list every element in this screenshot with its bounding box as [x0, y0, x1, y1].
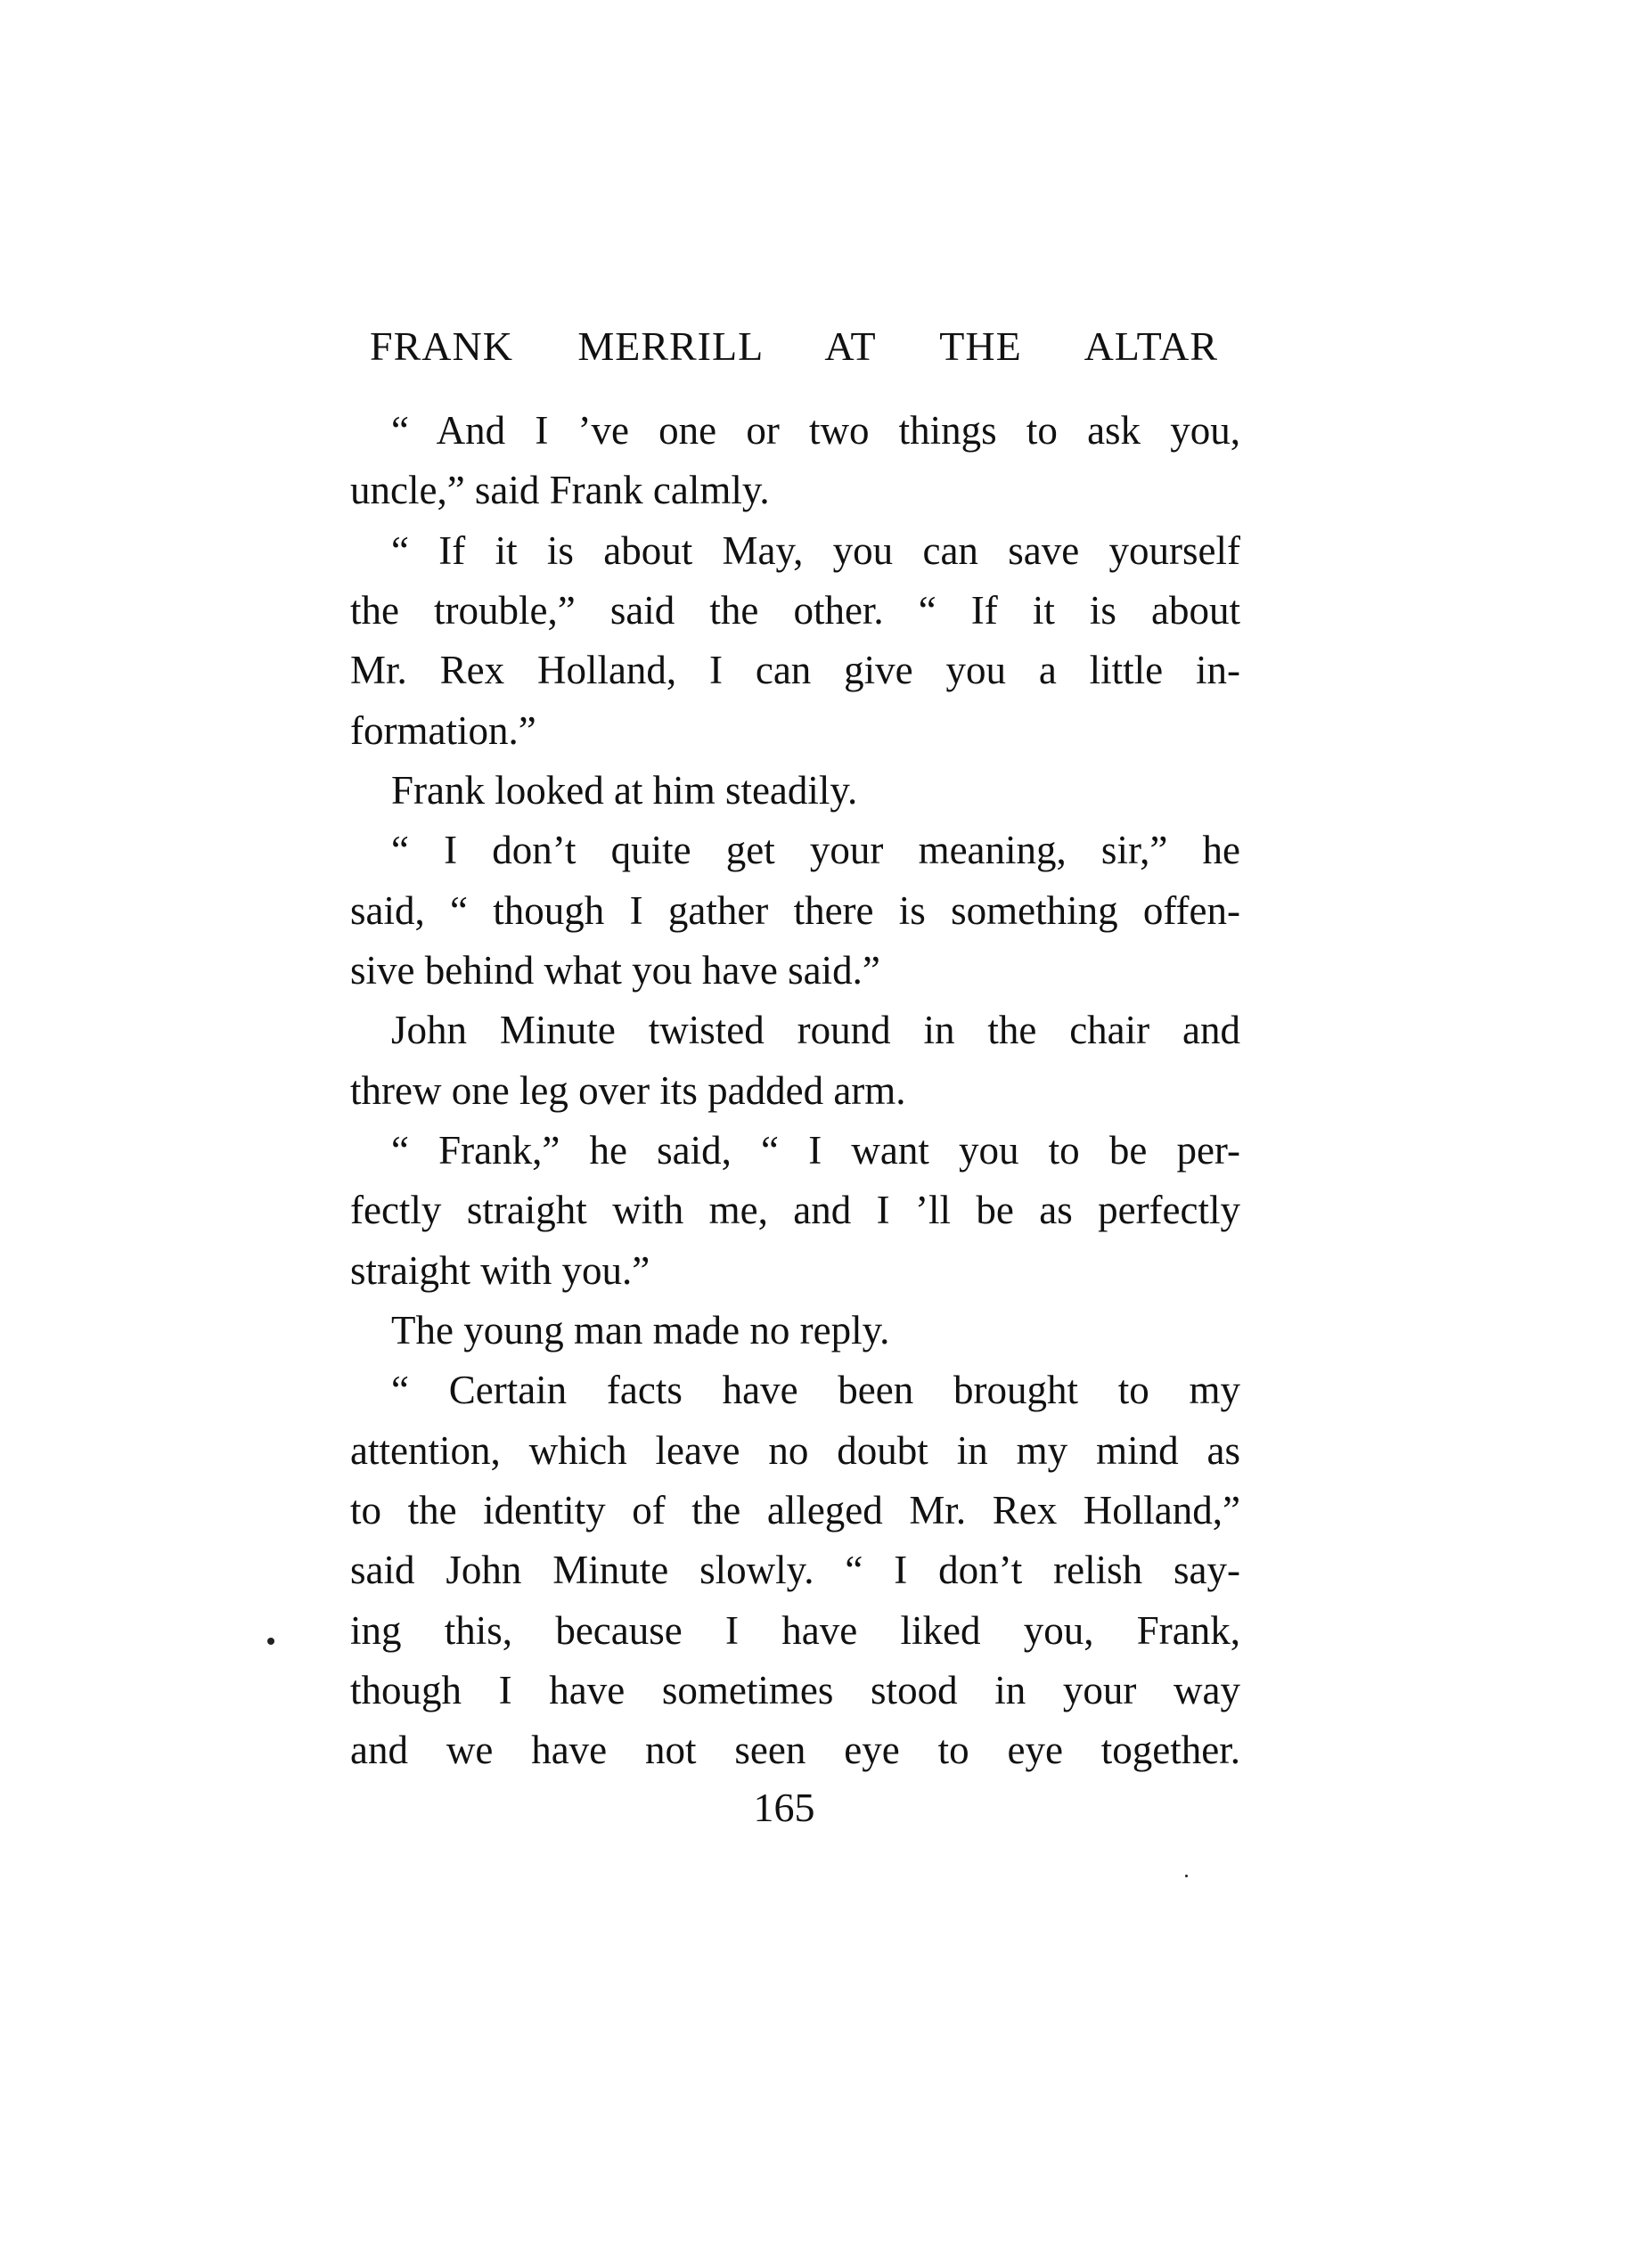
page-number: 165 — [753, 1785, 815, 1830]
text-line: Frank looked at him steadily. — [391, 768, 858, 813]
text-line: uncle,” said Frank calmly. — [350, 468, 770, 512]
text-line: “ Certain facts have been brought to my — [391, 1368, 1240, 1412]
text-line: The young man made no reply. — [391, 1308, 890, 1353]
text-line: “ If it is about May, you can save yourself — [391, 528, 1240, 573]
text-line: and we have not seen eye to eye together. — [350, 1728, 1240, 1772]
text-line: “ Frank,” he said, “ I want you to be per- — [391, 1128, 1240, 1173]
running-head: FRANK MERRILL AT THE ALTAR — [370, 323, 1218, 369]
text-line: though I have sometimes stood in your way — [350, 1668, 1240, 1712]
text-line: said, “ though I gather there is something offen- — [350, 888, 1240, 933]
text-line: said John Minute slowly. “ I don’t relish say- — [350, 1548, 1240, 1592]
text-line: straight with you.” — [350, 1248, 650, 1293]
text-line: the trouble,” said the other. “ If it is about — [350, 588, 1240, 633]
text-line: “ I don’t quite get your meaning, sir,” he — [391, 828, 1240, 872]
text-line: sive behind what you have said.” — [350, 948, 880, 993]
scan-speck — [267, 1638, 274, 1645]
text-line: John Minute twisted round in the chair and — [391, 1008, 1240, 1052]
text-line: Mr. Rex Holland, I can give you a little in- — [350, 648, 1240, 692]
scan-speck — [1185, 1875, 1188, 1877]
text-line: ing this, because I have liked you, Frank, — [350, 1608, 1240, 1653]
text-line: fectly straight with me, and I ’ll be as perfectly — [350, 1188, 1240, 1232]
text-line: threw one leg over its padded arm. — [350, 1068, 906, 1113]
text-line: to the identity of the alleged Mr. Rex Holland,” — [350, 1488, 1240, 1532]
text-line: formation.” — [350, 708, 536, 753]
text-line: attention, which leave no doubt in my mind as — [350, 1428, 1240, 1473]
text-line: “ And I ’ve one or two things to ask you, — [391, 408, 1240, 453]
